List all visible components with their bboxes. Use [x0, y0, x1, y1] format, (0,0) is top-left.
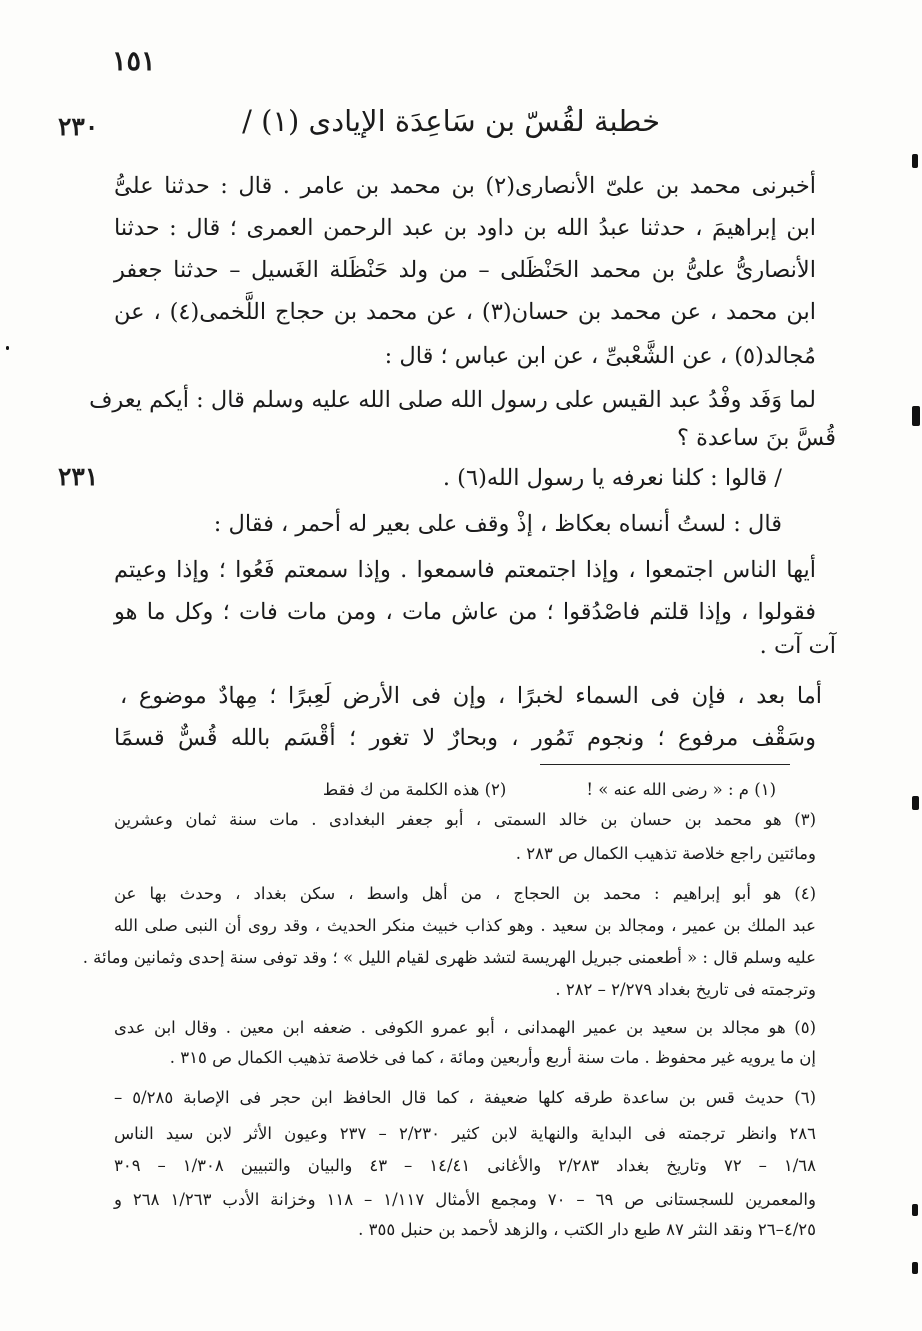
body-line: فقولوا ، وإذا قلتم فاصْدُقوا ؛ من عاش مات ، ومن مات فات ؛ وكل ما هو [114, 599, 816, 625]
footnote-row-1-2 [114, 776, 816, 804]
scan-mark [912, 406, 920, 426]
footnote-3-line: ومائتين راجع خلاصة تذهيب الكمال ص ٢٨٣ . [515, 844, 816, 863]
body-line: الأنصارىُّ علىُّ بن محمد الحَنْظَلى – من ولد حَنْظَلة الغَسيل – حدثنا جعفر [114, 257, 816, 283]
body-line: آت آت . [759, 633, 836, 659]
body-line: أيها الناس اجتمعوا ، وإذا اجتمعتم فاسمعوا . وإذا سمعتم فَعُوا ؛ وإذا وعيتم [114, 557, 816, 583]
body-line: مُجالد(٥) ، عن الشَّعْبىِّ ، عن ابن عباس ؛ قال : [384, 343, 816, 369]
footnote-4-line: عليه وسلم قال : « أطعمنى جبريل الهريسة لتشد ظهرى لقيام الليل » ؛ وقد توفى سنة إحدى وثمانين ومائة . [82, 948, 816, 967]
body-line: / قالوا : كلنا نعرفه يا رسول الله(٦) . [442, 465, 782, 491]
footnote-2: (٢) هذه الكلمة من ك فقط [322, 780, 507, 799]
footnote-separator [540, 764, 790, 765]
margin-reference-middle: ٢٣١ [58, 462, 99, 491]
footnote-4-line: (٤) هو أبو إبراهيم : محمد بن الحجاج ، من أهل واسط ، سكن بغداد ، وحدث بها عن [114, 884, 816, 903]
footnote-6-line: ٤/٢٥–٢٦ ونقد النثر ٨٧ طبع دار الكتب ، والزهد لأحمد بن حنبل ٣٥٥ . [358, 1220, 816, 1239]
body-line: أما بعد ، فإن فى السماء لخبرًا ، وإن فى الأرض لَعِبرًا ؛ مِهادٌ موضوع ، [120, 683, 822, 709]
footnote-6-line: والمعمرين للسجستانى ص ٦٩ – ٧٠ ومجمع الأمثال ١/١١٧ – ١١٨ وخزانة الأدب ١/٢٦٣ ٢٦٨ و [114, 1190, 816, 1209]
section-title [240, 104, 660, 138]
footnote-5-line: إن ما يرويه غير محفوظ . مات سنة أربع وأربعين ومائة ، كما فى خلاصة تذهيب الكمال ص ٣١٥ . [169, 1048, 816, 1067]
body-line: وسَقْف مرفوع ؛ ونجوم تَمُور ، وبحارٌ لا تغور ؛ أقْسَم بالله قُسٌّ قسمًا [114, 725, 816, 751]
scan-mark [912, 154, 918, 168]
footnote-6-line: (٦) حديث قس بن ساعدة طرقه كلها ضعيفة ، كما قال الحافظ ابن حجر فى الإصابة ٥/٢٨٥ – [114, 1088, 816, 1107]
footnote-5-line: (٥) هو مجالد بن سعيد بن عمير الهمدانى ، أبو عمرو الكوفى . ضعفه ابن معين . وقال ابن عدى [114, 1018, 816, 1037]
title-text: خطبة لقُسّ بن سَاعِدَة الإيادى (١) [261, 104, 660, 138]
margin-reference-top: ٢٣٠ [58, 112, 99, 141]
footnote-6-line: ١/٦٨ – ٧٢ وتاريخ بغداد ٢/٢٨٣ والأغانى ١٤/٤١ – ٤٣ والبيان والتبيين ١/٣٠٨ – ٣٠٩ [114, 1156, 816, 1175]
body-line: قال : لستُ أنساه بعكاظ ، إذْ وقف على بعير له أحمر ، فقال : [213, 511, 782, 537]
footnote-6-line: ٢٨٦ وانظر ترجمته فى البداية والنهاية لابن كثير ٢/٢٣٠ – ٢٣٧ وعيون الأثر لابن سيد الناس [114, 1124, 816, 1143]
footnote-4-line: وترجمته فى تاريخ بغداد ٢/٢٧٩ – ٢٨٢ . [555, 980, 816, 999]
body-line: أخبرنى محمد بن علىّ الأنصارى(٢) بن محمد بن عامر . قال : حدثنا علىُّ [114, 173, 816, 199]
scan-mark [6, 346, 9, 350]
scan-mark [912, 796, 919, 810]
body-line: قُسَّ بنَ ساعدة ؟ [677, 425, 836, 451]
body-line: ابن محمد ، عن محمد بن حسان(٣) ، عن محمد بن حجاج اللَّخمى(٤) ، عن [114, 299, 816, 325]
page-number: ١٥١ [112, 46, 156, 77]
title-slash: / [242, 104, 252, 138]
body-line: ابن إبراهيمَ ، حدثنا عبدُ الله بن داود بن عبد الرحمن العمرى ؛ قال : حدثنا [114, 215, 816, 241]
footnote-3-line: (٣) هو محمد بن حسان بن خالد السمتى ، أبو جعفر البغدادى . مات سنة ثمان وعشرين [114, 810, 816, 829]
body-line: لما وَفَد وفْدُ عبد القيس على رسول الله صلى الله عليه وسلم قال : أيكم يعرف [89, 387, 816, 413]
footnote-4-line: عبد الملك بن عمير ، ومجالد بن سعيد . وهو كذاب خبيث منكر الحديث ، وقد روى أن النبى صلى الله [114, 916, 816, 935]
footnote-1: (١) م : « رضى الله عنه » ! [586, 780, 776, 799]
scan-mark [912, 1204, 918, 1216]
scan-mark [912, 1262, 918, 1274]
